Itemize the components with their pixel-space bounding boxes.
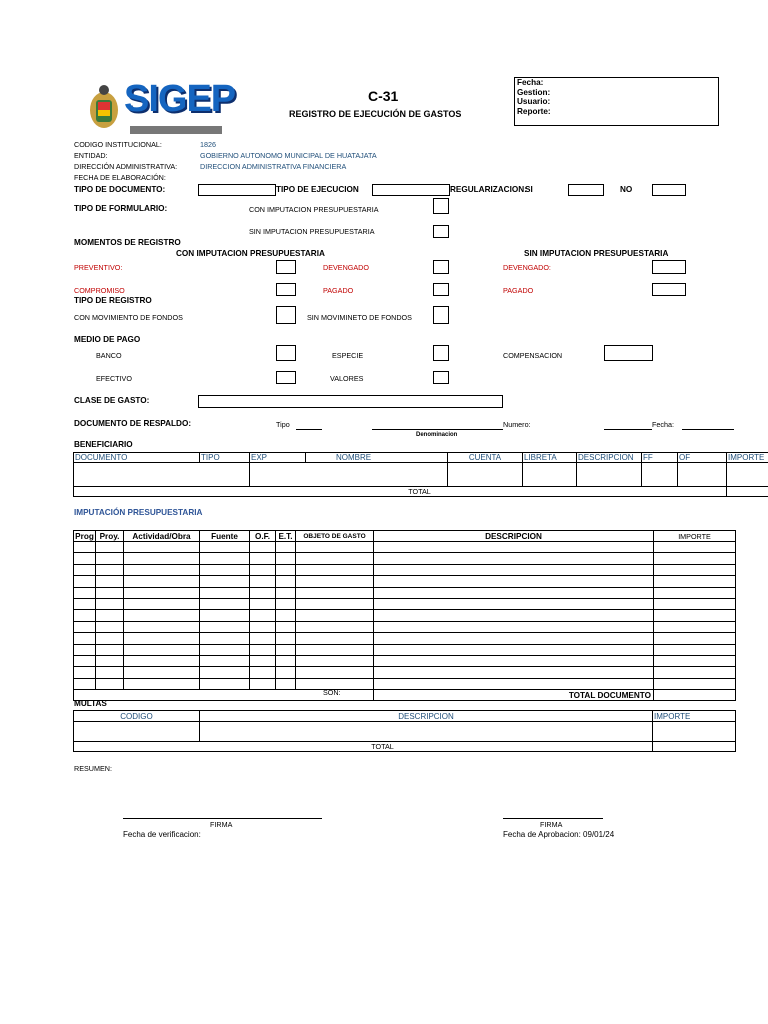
pagado-sin-label: PAGADO xyxy=(503,286,534,295)
compromiso-checkbox[interactable] xyxy=(276,283,296,296)
table-row[interactable] xyxy=(74,678,736,689)
table-row[interactable] xyxy=(74,553,736,564)
medio-pago-label: MEDIO DE PAGO xyxy=(74,335,141,344)
sigep-logo-text: SIGEP xyxy=(124,78,236,120)
mul-total-label: TOTAL xyxy=(74,742,653,752)
efectivo-checkbox[interactable] xyxy=(276,371,296,384)
valores-checkbox[interactable] xyxy=(433,371,449,384)
form-title: REGISTRO DE EJECUCIÓN DE GASTOS xyxy=(289,109,462,119)
fecha-verificacion-label: Fecha de verificacion: xyxy=(123,830,201,839)
total-documento-label: TOTAL DOCUMENTO xyxy=(374,690,654,701)
con-imputacion-label: CON IMPUTACION PRESUPUESTARIA xyxy=(249,205,379,214)
imp-col-objeto: OBJETO DE GASTO xyxy=(296,531,374,542)
firma-label-2: FIRMA xyxy=(540,820,563,829)
info-box xyxy=(514,77,719,126)
tipo-label: Tipo xyxy=(276,420,290,429)
fecha-line[interactable] xyxy=(682,429,734,430)
sin-imputacion-header: SIN IMPUTACION PRESUPUESTARIA xyxy=(524,249,669,258)
imputacion-table xyxy=(73,530,736,701)
denominacion-label: Denominacion xyxy=(416,432,458,438)
info-fecha: Fecha: xyxy=(517,78,544,87)
devengado-label: DEVENGADO xyxy=(323,263,369,272)
devengado-sin-label: DEVENGADO: xyxy=(503,263,551,272)
no-checkbox[interactable] xyxy=(652,184,686,196)
tipo-documento-field[interactable] xyxy=(198,184,276,196)
imp-col-et: E.T. xyxy=(276,531,296,542)
table-row[interactable] xyxy=(74,633,736,644)
form-code: C-31 xyxy=(368,88,399,104)
info-usuario: Usuario: xyxy=(517,97,551,106)
ben-col-nombre: NOMBRE xyxy=(306,453,448,463)
tipo-ejecucion-label: TIPO DE EJECUCION xyxy=(276,185,359,194)
imputacion-label: IMPUTACIÓN PRESUPUESTARIA xyxy=(74,508,203,517)
table-row[interactable] xyxy=(74,722,736,742)
firma-label-1: FIRMA xyxy=(210,820,233,829)
con-imputacion-checkbox[interactable] xyxy=(433,198,449,214)
table-row[interactable] xyxy=(74,587,736,598)
clase-gasto-field[interactable] xyxy=(198,395,503,408)
table-row[interactable] xyxy=(74,655,736,666)
denominacion-line[interactable] xyxy=(372,429,503,430)
ben-total-label: TOTAL xyxy=(74,487,727,497)
efectivo-label: EFECTIVO xyxy=(96,374,132,383)
imp-col-fuente: Fuente xyxy=(200,531,250,542)
imp-col-of: O.F. xyxy=(250,531,276,542)
sin-imputacion-label: SIN IMPUTACION PRESUPUESTARIA xyxy=(249,227,375,236)
imp-col-prog: Prog xyxy=(75,531,94,541)
table-row[interactable] xyxy=(74,576,736,587)
multas-label: MULTAS xyxy=(74,699,107,708)
firma-line-1[interactable] xyxy=(123,818,322,819)
sigep-logo xyxy=(84,78,236,136)
beneficiario-label: BENEFICIARIO xyxy=(74,440,133,449)
meta-value-direccion: DIRECCION ADMINISTRATIVA FINANCIERA xyxy=(200,162,347,171)
mul-col-importe: IMPORTE xyxy=(653,711,736,722)
table-row[interactable] xyxy=(74,463,768,487)
ben-col-descripcion: DESCRIPCION xyxy=(577,453,642,463)
sin-imputacion-checkbox[interactable] xyxy=(433,225,449,238)
especie-checkbox[interactable] xyxy=(433,345,449,361)
fecha-label: Fecha: xyxy=(652,420,674,429)
ben-col-of: OF xyxy=(678,453,727,463)
no-label: NO xyxy=(620,185,633,194)
imp-col-descripcion: DESCRIPCION xyxy=(374,531,654,542)
beneficiario-table xyxy=(73,452,768,497)
ben-col-tipo: TIPO xyxy=(200,453,250,463)
compromiso-label: COMPROMISO xyxy=(74,286,125,295)
regularizacion-label: REGULARIZACION: xyxy=(450,185,527,194)
ben-col-ff: FF xyxy=(642,453,678,463)
table-row[interactable] xyxy=(74,644,736,655)
fecha-aprobacion-label: Fecha de Aprobacion: 09/01/24 xyxy=(503,830,615,839)
resumen-label: RESUMEN: xyxy=(74,764,112,773)
table-row[interactable] xyxy=(74,610,736,621)
momentos-label: MOMENTOS DE REGISTRO xyxy=(74,238,181,247)
ben-col-cuenta: CUENTA xyxy=(448,453,523,463)
sin-movimiento-checkbox[interactable] xyxy=(433,306,449,324)
table-row[interactable] xyxy=(74,667,736,678)
numero-line[interactable] xyxy=(604,429,652,430)
ben-col-documento: DOCUMENTO xyxy=(74,453,200,463)
mul-col-codigo: CODIGO xyxy=(74,711,200,722)
compensacion-label: COMPENSACION xyxy=(503,351,563,360)
table-row[interactable] xyxy=(74,542,736,553)
banco-label: BANCO xyxy=(96,351,122,360)
valores-label: VALORES xyxy=(330,374,364,383)
info-reporte: Reporte: xyxy=(517,106,551,116)
imp-col-actividad: Actividad/Obra xyxy=(124,531,200,542)
tipo-registro-label: TIPO DE REGISTRO xyxy=(74,296,152,305)
compensacion-checkbox[interactable] xyxy=(604,345,653,361)
pagado-sin-checkbox[interactable] xyxy=(652,283,686,296)
devengado-sin-checkbox[interactable] xyxy=(652,260,686,274)
pagado-checkbox[interactable] xyxy=(433,283,449,296)
ben-col-exp: EXP xyxy=(250,453,306,463)
tipo-line[interactable] xyxy=(296,429,322,430)
clase-gasto-label: CLASE DE GASTO: xyxy=(74,396,150,405)
si-label: SI xyxy=(525,185,533,194)
numero-label: Numero: xyxy=(503,420,531,429)
sin-movimiento-label: SIN MOVIMINETO DE FONDOS xyxy=(307,313,412,322)
preventivo-label: PREVENTIVO: xyxy=(74,263,123,272)
con-imputacion-header: CON IMPUTACION PRESUPUESTARIA xyxy=(176,249,325,258)
meta-value-codigo: 1826 xyxy=(200,140,216,149)
con-movimiento-label: CON MOVIMIENTO DE FONDOS xyxy=(74,313,183,322)
tipo-formulario-label: TIPO DE FORMULARIO: xyxy=(74,204,168,213)
multas-table xyxy=(73,710,736,752)
meta-label-fecha: FECHA DE ELABORACIÓN: xyxy=(74,173,166,182)
firma-line-2[interactable] xyxy=(503,818,603,819)
ben-col-libreta: LIBRETA xyxy=(523,453,577,463)
con-movimiento-checkbox[interactable] xyxy=(276,306,296,324)
pagado-label: PAGADO xyxy=(323,286,354,295)
son-label: SON: xyxy=(323,688,341,697)
table-row[interactable] xyxy=(74,621,736,632)
meta-label-codigo: CODIGO INSTITUCIONAL: xyxy=(74,140,162,149)
devengado-checkbox[interactable] xyxy=(433,260,449,274)
info-gestion: Gestion: xyxy=(517,87,551,97)
mul-col-descripcion: DESCRIPCION xyxy=(200,711,653,722)
meta-label-direccion: DIRECCIÓN ADMINISTRATIVA: xyxy=(74,162,178,171)
tipo-documento-label: TIPO DE DOCUMENTO: xyxy=(74,185,166,194)
banco-checkbox[interactable] xyxy=(276,345,296,361)
table-row[interactable] xyxy=(74,598,736,609)
especie-label: ESPECIE xyxy=(332,351,364,360)
meta-label-entidad: ENTIDAD: xyxy=(74,151,108,160)
tipo-ejecucion-field[interactable] xyxy=(372,184,450,196)
imp-col-importe: IMPORTE xyxy=(654,531,736,542)
si-checkbox[interactable] xyxy=(568,184,604,196)
preventivo-checkbox[interactable] xyxy=(276,260,296,274)
meta-value-entidad: GOBIERNO AUTONOMO MUNICIPAL DE HUATAJATA xyxy=(200,151,377,160)
table-row[interactable] xyxy=(74,564,736,575)
ben-col-importe: IMPORTE xyxy=(727,453,768,463)
imp-col-proy: Proy. xyxy=(96,531,124,542)
doc-respaldo-label: DOCUMENTO DE RESPALDO: xyxy=(74,419,192,428)
